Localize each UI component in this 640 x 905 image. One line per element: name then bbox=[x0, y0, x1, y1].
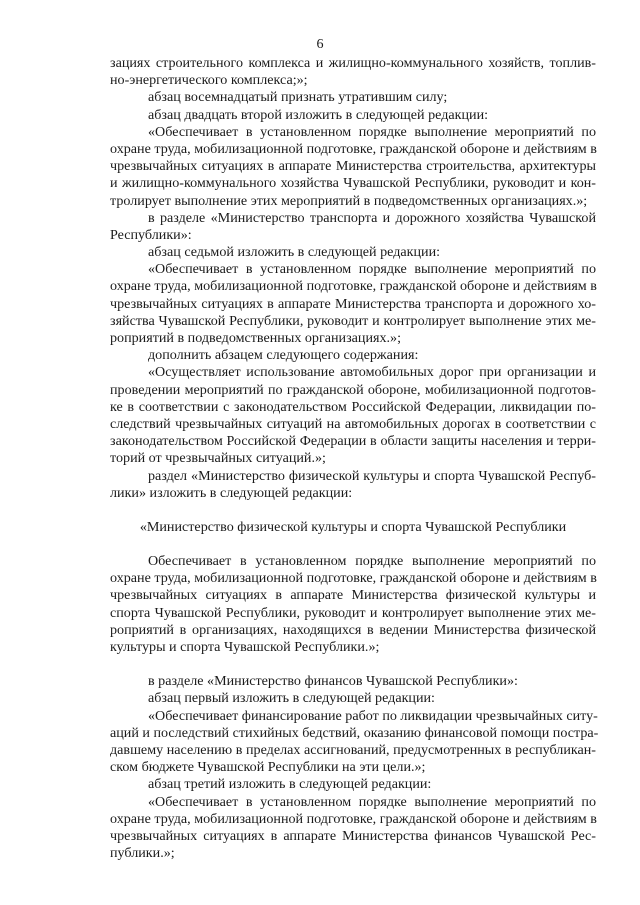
paragraph-gap bbox=[110, 656, 596, 673]
text-line: аций и последствий стихийных бедствий, оказанию финансовой помощи постра- bbox=[110, 724, 599, 741]
paragraph-gap bbox=[110, 502, 596, 519]
text-line: «Осуществляет использование автомобильных дорог при организации и bbox=[148, 364, 596, 381]
section-heading: «Министерство физической культуры и спорта Чувашской Республики bbox=[139, 518, 567, 535]
text-line: охране труда, мобилизационной подготовке, гражданской обороне и действиям в bbox=[110, 570, 597, 587]
text-line: чрезвычайных ситуациях в аппарате Министерства строительства, архитектуры bbox=[110, 158, 596, 175]
text-line: «Обеспечивает в установленном порядке выполнение мероприятий по bbox=[148, 123, 596, 140]
text-line: в разделе «Министерство транспорта и дорожного хозяйства Чувашской bbox=[148, 209, 596, 226]
text-line: зяйства Чувашской Республики, руководит и контролирует выполнение этих ме- bbox=[110, 312, 596, 329]
text-line: тролирует выполнение этих мероприятий в подведомственных организациях.»; bbox=[110, 192, 588, 209]
text-line: давшему населению в пределах ассигнований, предусмотренных в республикан- bbox=[110, 741, 596, 758]
text-line: абзац первый изложить в следующей редакции: bbox=[148, 690, 435, 707]
text-line: и жилищно-коммунального хозяйства Чувашской Республики, руководит и кон- bbox=[110, 175, 596, 192]
text-line: но-энергетического комплекса;»; bbox=[110, 72, 308, 89]
page-number: 6 bbox=[316, 36, 324, 52]
text-line: культуры и спорта Чувашской Республики.»; bbox=[110, 639, 380, 655]
text-line: охране труда, мобилизационной подготовке, гражданской обороне и действиям в bbox=[110, 278, 597, 295]
text-line: чрезвычайных ситуациях в аппарате Министерства физической культуры и bbox=[110, 587, 596, 604]
text-line: проведении мероприятий по гражданской обороне, мобилизационной подготов- bbox=[110, 381, 596, 398]
text-line: законодательством Российской Федерации в области защиты населения и терри- bbox=[110, 433, 596, 450]
text-line: ке в соответствии с законодательством Российской Федерации, ликвидации по- bbox=[110, 398, 596, 415]
text-line: охране труда, мобилизационной подготовке, гражданской обороне и действиям в bbox=[110, 140, 597, 157]
text-line: абзац третий изложить в следующей редакции: bbox=[148, 776, 432, 793]
text-line: «Обеспечивает в установленном порядке выполнение мероприятий по bbox=[148, 793, 596, 810]
text-line: следствий чрезвычайных ситуаций на автомобильных дорогах в соответствии с bbox=[110, 415, 596, 432]
text-line: лики» изложить в следующей редакции: bbox=[110, 484, 353, 501]
text-line: роприятий в организациях, находящихся в ведении Министерства физической bbox=[110, 621, 596, 638]
text-line: «Обеспечивает в установленном порядке выполнение мероприятий по bbox=[148, 261, 596, 278]
text-line: публики.»; bbox=[110, 845, 175, 862]
text-line: охране труда, мобилизационной подготовке, гражданской обороне и действиям в bbox=[110, 810, 597, 827]
text-line: «Обеспечивает финансирование работ по ликвидации чрезвычайных ситу- bbox=[148, 707, 598, 724]
paragraph-gap bbox=[110, 536, 596, 553]
text-line: раздел «Министерство физической культуры и спорта Чувашской Респуб- bbox=[148, 467, 596, 484]
text-line: чрезвычайных ситуациях в аппарате Министерства транспорта и дорожного хо- bbox=[110, 295, 596, 312]
text-line: чрезвычайных ситуациях в аппарате Министерства финансов Чувашской Рес- bbox=[110, 827, 596, 844]
text-line: в разделе «Министерство финансов Чувашской Республики»: bbox=[148, 673, 518, 690]
text-line: Республики»: bbox=[110, 226, 192, 243]
text-line: роприятий в подведомственных организациях.»; bbox=[110, 330, 402, 346]
text-line: Обеспечивает в установленном порядке выполнение мероприятий по bbox=[148, 553, 596, 570]
text-line: дополнить абзацем следующего содержания: bbox=[148, 347, 419, 364]
text-line: абзац седьмой изложить в следующей редакции: bbox=[148, 244, 441, 261]
text-line: торий от чрезвычайных ситуаций.»; bbox=[110, 450, 326, 467]
text-line: ском бюджете Чувашской Республики на эти цели.»; bbox=[110, 759, 426, 776]
text-line: абзац двадцать второй изложить в следующей редакции: bbox=[148, 106, 489, 123]
body-text bbox=[110, 55, 599, 862]
text-line: абзац восемнадцатый признать утратившим силу; bbox=[148, 89, 448, 106]
text-line: спорта Чувашской Республики, руководит и контролирует выполнение этих ме- bbox=[110, 604, 596, 621]
text-line: зациях строительного комплекса и жилищно-коммунального хозяйств, топлив- bbox=[110, 55, 596, 71]
